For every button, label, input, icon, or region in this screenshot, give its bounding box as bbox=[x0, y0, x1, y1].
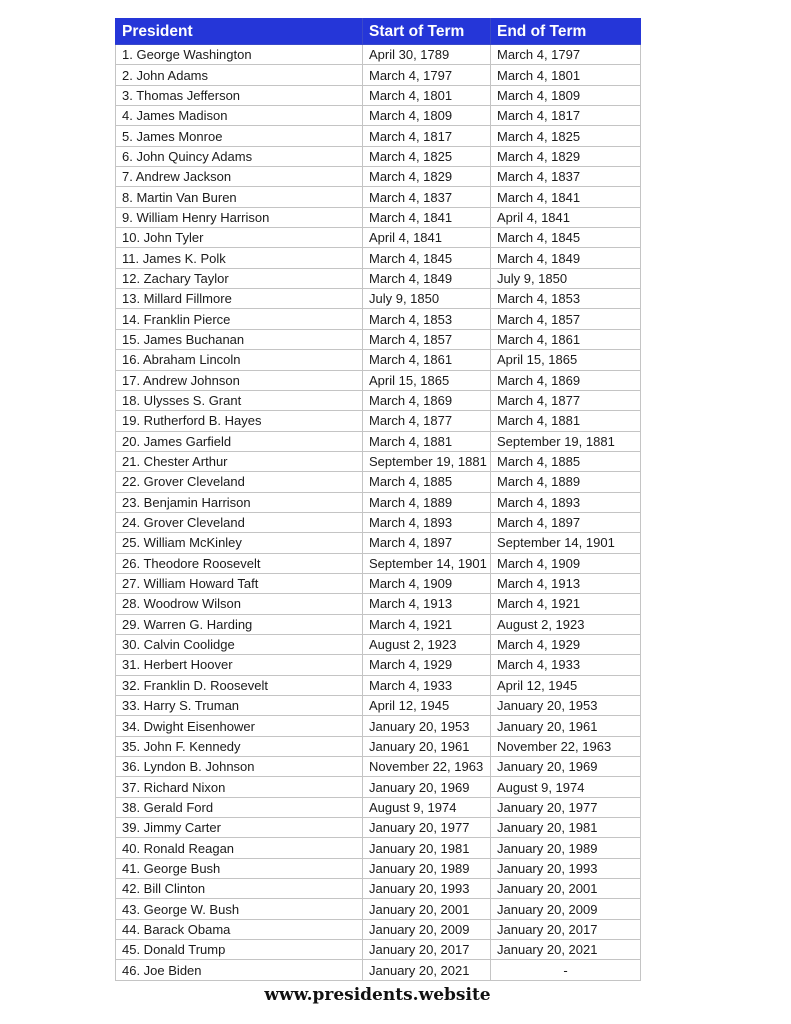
end-of-term-cell: March 4, 1857 bbox=[491, 309, 641, 329]
table-row bbox=[116, 268, 641, 288]
start-of-term-cell: January 20, 1961 bbox=[363, 736, 491, 756]
president-cell: 36. Lyndon B. Johnson bbox=[116, 757, 363, 777]
president-cell: 21. Chester Arthur bbox=[116, 451, 363, 471]
table-row bbox=[116, 573, 641, 593]
table-row bbox=[116, 126, 641, 146]
start-of-term-cell: January 20, 2021 bbox=[363, 960, 491, 980]
end-of-term-cell: March 4, 1933 bbox=[491, 655, 641, 675]
president-cell: 11. James K. Polk bbox=[116, 248, 363, 268]
president-cell: 1. George Washington bbox=[116, 45, 363, 65]
end-of-term-cell: January 20, 1977 bbox=[491, 797, 641, 817]
start-of-term-cell: November 22, 1963 bbox=[363, 757, 491, 777]
end-of-term-cell: March 4, 1877 bbox=[491, 390, 641, 410]
table-row bbox=[116, 960, 641, 980]
president-cell: 12. Zachary Taylor bbox=[116, 268, 363, 288]
president-cell: 23. Benjamin Harrison bbox=[116, 492, 363, 512]
end-of-term-cell: March 4, 1841 bbox=[491, 187, 641, 207]
end-of-term-cell: March 4, 1929 bbox=[491, 634, 641, 654]
end-of-term-cell: January 20, 1981 bbox=[491, 818, 641, 838]
end-of-term-cell: March 4, 1921 bbox=[491, 594, 641, 614]
start-of-term-cell: July 9, 1850 bbox=[363, 289, 491, 309]
end-of-term-cell: March 4, 1801 bbox=[491, 65, 641, 85]
president-cell: 14. Franklin Pierce bbox=[116, 309, 363, 329]
table-row bbox=[116, 492, 641, 512]
end-of-term-cell: January 20, 2017 bbox=[491, 919, 641, 939]
president-cell: 25. William McKinley bbox=[116, 533, 363, 553]
start-of-term-cell: January 20, 1977 bbox=[363, 818, 491, 838]
president-cell: 18. Ulysses S. Grant bbox=[116, 390, 363, 410]
table-row bbox=[116, 390, 641, 410]
president-cell: 35. John F. Kennedy bbox=[116, 736, 363, 756]
table-row bbox=[116, 797, 641, 817]
table-row bbox=[116, 675, 641, 695]
president-cell: 42. Bill Clinton bbox=[116, 879, 363, 899]
start-of-term-cell: March 4, 1881 bbox=[363, 431, 491, 451]
start-of-term-cell: January 20, 2017 bbox=[363, 940, 491, 960]
end-of-term-cell: March 4, 1885 bbox=[491, 451, 641, 471]
end-of-term-cell: March 4, 1837 bbox=[491, 167, 641, 187]
start-of-term-cell: March 4, 1893 bbox=[363, 512, 491, 532]
end-of-term-cell: - bbox=[491, 960, 641, 980]
table-row bbox=[116, 85, 641, 105]
president-cell: 39. Jimmy Carter bbox=[116, 818, 363, 838]
end-of-term-cell: March 4, 1849 bbox=[491, 248, 641, 268]
table-row bbox=[116, 207, 641, 227]
end-of-term-cell: April 12, 1945 bbox=[491, 675, 641, 695]
column-header-president: President bbox=[116, 19, 363, 45]
president-cell: 16. Abraham Lincoln bbox=[116, 350, 363, 370]
president-cell: 9. William Henry Harrison bbox=[116, 207, 363, 227]
start-of-term-cell: March 4, 1849 bbox=[363, 268, 491, 288]
table-row bbox=[116, 838, 641, 858]
table-row bbox=[116, 594, 641, 614]
end-of-term-cell: March 4, 1881 bbox=[491, 411, 641, 431]
end-of-term-cell: November 22, 1963 bbox=[491, 736, 641, 756]
president-cell: 24. Grover Cleveland bbox=[116, 512, 363, 532]
table-header-row bbox=[116, 19, 641, 45]
end-of-term-cell: March 4, 1845 bbox=[491, 228, 641, 248]
start-of-term-cell: January 20, 2001 bbox=[363, 899, 491, 919]
end-of-term-cell: March 4, 1913 bbox=[491, 573, 641, 593]
president-cell: 37. Richard Nixon bbox=[116, 777, 363, 797]
president-cell: 46. Joe Biden bbox=[116, 960, 363, 980]
president-cell: 44. Barack Obama bbox=[116, 919, 363, 939]
table-row bbox=[116, 45, 641, 65]
start-of-term-cell: January 20, 1989 bbox=[363, 858, 491, 878]
president-cell: 17. Andrew Johnson bbox=[116, 370, 363, 390]
table-row bbox=[116, 818, 641, 838]
table-row bbox=[116, 146, 641, 166]
end-of-term-cell: March 4, 1861 bbox=[491, 329, 641, 349]
table-row bbox=[116, 634, 641, 654]
start-of-term-cell: March 4, 1809 bbox=[363, 106, 491, 126]
end-of-term-cell: January 20, 2021 bbox=[491, 940, 641, 960]
end-of-term-cell: January 20, 2001 bbox=[491, 879, 641, 899]
table-row bbox=[116, 736, 641, 756]
end-of-term-cell: September 14, 1901 bbox=[491, 533, 641, 553]
end-of-term-cell: March 4, 1829 bbox=[491, 146, 641, 166]
start-of-term-cell: August 9, 1974 bbox=[363, 797, 491, 817]
start-of-term-cell: April 30, 1789 bbox=[363, 45, 491, 65]
start-of-term-cell: March 4, 1929 bbox=[363, 655, 491, 675]
president-cell: 31. Herbert Hoover bbox=[116, 655, 363, 675]
table-row bbox=[116, 716, 641, 736]
president-cell: 3. Thomas Jefferson bbox=[116, 85, 363, 105]
start-of-term-cell: March 4, 1897 bbox=[363, 533, 491, 553]
president-cell: 40. Ronald Reagan bbox=[116, 838, 363, 858]
start-of-term-cell: April 12, 1945 bbox=[363, 696, 491, 716]
end-of-term-cell: January 20, 2009 bbox=[491, 899, 641, 919]
president-cell: 38. Gerald Ford bbox=[116, 797, 363, 817]
start-of-term-cell: January 20, 1953 bbox=[363, 716, 491, 736]
end-of-term-cell: March 4, 1825 bbox=[491, 126, 641, 146]
start-of-term-cell: March 4, 1801 bbox=[363, 85, 491, 105]
table-row bbox=[116, 451, 641, 471]
table-row bbox=[116, 472, 641, 492]
start-of-term-cell: March 4, 1889 bbox=[363, 492, 491, 512]
column-header-end-of-term: End of Term bbox=[491, 19, 641, 45]
president-cell: 34. Dwight Eisenhower bbox=[116, 716, 363, 736]
end-of-term-cell: January 20, 1969 bbox=[491, 757, 641, 777]
table-row bbox=[116, 431, 641, 451]
table-row bbox=[116, 512, 641, 532]
table-row bbox=[116, 614, 641, 634]
end-of-term-cell: March 4, 1809 bbox=[491, 85, 641, 105]
start-of-term-cell: January 20, 1993 bbox=[363, 879, 491, 899]
president-cell: 19. Rutherford B. Hayes bbox=[116, 411, 363, 431]
president-cell: 8. Martin Van Buren bbox=[116, 187, 363, 207]
president-cell: 28. Woodrow Wilson bbox=[116, 594, 363, 614]
end-of-term-cell: March 4, 1893 bbox=[491, 492, 641, 512]
table-row bbox=[116, 329, 641, 349]
president-cell: 2. John Adams bbox=[116, 65, 363, 85]
table-row bbox=[116, 187, 641, 207]
start-of-term-cell: March 4, 1869 bbox=[363, 390, 491, 410]
start-of-term-cell: March 4, 1921 bbox=[363, 614, 491, 634]
president-cell: 13. Millard Fillmore bbox=[116, 289, 363, 309]
table-row bbox=[116, 899, 641, 919]
start-of-term-cell: March 4, 1861 bbox=[363, 350, 491, 370]
president-cell: 43. George W. Bush bbox=[116, 899, 363, 919]
table-row bbox=[116, 553, 641, 573]
table-row bbox=[116, 65, 641, 85]
president-cell: 32. Franklin D. Roosevelt bbox=[116, 675, 363, 695]
end-of-term-cell: April 4, 1841 bbox=[491, 207, 641, 227]
president-cell: 6. John Quincy Adams bbox=[116, 146, 363, 166]
table-row bbox=[116, 309, 641, 329]
table-row bbox=[116, 879, 641, 899]
table-row bbox=[116, 167, 641, 187]
table-row bbox=[116, 106, 641, 126]
table-row bbox=[116, 350, 641, 370]
table-row bbox=[116, 777, 641, 797]
table-row bbox=[116, 289, 641, 309]
president-cell: 5. James Monroe bbox=[116, 126, 363, 146]
president-cell: 10. John Tyler bbox=[116, 228, 363, 248]
table-row bbox=[116, 757, 641, 777]
president-cell: 45. Donald Trump bbox=[116, 940, 363, 960]
end-of-term-cell: January 20, 1961 bbox=[491, 716, 641, 736]
table-row bbox=[116, 411, 641, 431]
end-of-term-cell: July 9, 1850 bbox=[491, 268, 641, 288]
president-cell: 20. James Garfield bbox=[116, 431, 363, 451]
president-cell: 22. Grover Cleveland bbox=[116, 472, 363, 492]
table-row bbox=[116, 370, 641, 390]
president-cell: 15. James Buchanan bbox=[116, 329, 363, 349]
column-header-start-of-term: Start of Term bbox=[363, 19, 491, 45]
start-of-term-cell: April 4, 1841 bbox=[363, 228, 491, 248]
start-of-term-cell: March 4, 1885 bbox=[363, 472, 491, 492]
start-of-term-cell: March 4, 1933 bbox=[363, 675, 491, 695]
start-of-term-cell: March 4, 1913 bbox=[363, 594, 491, 614]
table-row bbox=[116, 655, 641, 675]
president-cell: 29. Warren G. Harding bbox=[116, 614, 363, 634]
table-row bbox=[116, 940, 641, 960]
start-of-term-cell: March 4, 1841 bbox=[363, 207, 491, 227]
start-of-term-cell: March 4, 1825 bbox=[363, 146, 491, 166]
start-of-term-cell: April 15, 1865 bbox=[363, 370, 491, 390]
end-of-term-cell: March 4, 1817 bbox=[491, 106, 641, 126]
end-of-term-cell: March 4, 1897 bbox=[491, 512, 641, 532]
end-of-term-cell: March 4, 1853 bbox=[491, 289, 641, 309]
start-of-term-cell: March 4, 1817 bbox=[363, 126, 491, 146]
table-row bbox=[116, 919, 641, 939]
end-of-term-cell: September 19, 1881 bbox=[491, 431, 641, 451]
end-of-term-cell: August 9, 1974 bbox=[491, 777, 641, 797]
president-cell: 7. Andrew Jackson bbox=[116, 167, 363, 187]
start-of-term-cell: January 20, 2009 bbox=[363, 919, 491, 939]
president-cell: 41. George Bush bbox=[116, 858, 363, 878]
president-cell: 26. Theodore Roosevelt bbox=[116, 553, 363, 573]
end-of-term-cell: January 20, 1993 bbox=[491, 858, 641, 878]
table-row bbox=[116, 696, 641, 716]
end-of-term-cell: April 15, 1865 bbox=[491, 350, 641, 370]
start-of-term-cell: January 20, 1969 bbox=[363, 777, 491, 797]
start-of-term-cell: March 4, 1797 bbox=[363, 65, 491, 85]
start-of-term-cell: January 20, 1981 bbox=[363, 838, 491, 858]
table-row bbox=[116, 858, 641, 878]
table-row bbox=[116, 248, 641, 268]
start-of-term-cell: March 4, 1877 bbox=[363, 411, 491, 431]
presidents-table bbox=[115, 18, 641, 981]
table-row bbox=[116, 228, 641, 248]
end-of-term-cell: January 20, 1989 bbox=[491, 838, 641, 858]
end-of-term-cell: March 4, 1869 bbox=[491, 370, 641, 390]
start-of-term-cell: March 4, 1857 bbox=[363, 329, 491, 349]
end-of-term-cell: March 4, 1889 bbox=[491, 472, 641, 492]
end-of-term-cell: March 4, 1909 bbox=[491, 553, 641, 573]
start-of-term-cell: March 4, 1909 bbox=[363, 573, 491, 593]
start-of-term-cell: March 4, 1853 bbox=[363, 309, 491, 329]
website-footer: www.presidents.website bbox=[264, 985, 491, 1005]
start-of-term-cell: March 4, 1837 bbox=[363, 187, 491, 207]
start-of-term-cell: August 2, 1923 bbox=[363, 634, 491, 654]
president-cell: 30. Calvin Coolidge bbox=[116, 634, 363, 654]
start-of-term-cell: September 19, 1881 bbox=[363, 451, 491, 471]
table-row bbox=[116, 533, 641, 553]
president-cell: 27. William Howard Taft bbox=[116, 573, 363, 593]
start-of-term-cell: September 14, 1901 bbox=[363, 553, 491, 573]
end-of-term-cell: August 2, 1923 bbox=[491, 614, 641, 634]
president-cell: 33. Harry S. Truman bbox=[116, 696, 363, 716]
end-of-term-cell: March 4, 1797 bbox=[491, 45, 641, 65]
start-of-term-cell: March 4, 1829 bbox=[363, 167, 491, 187]
end-of-term-cell: January 20, 1953 bbox=[491, 696, 641, 716]
president-cell: 4. James Madison bbox=[116, 106, 363, 126]
start-of-term-cell: March 4, 1845 bbox=[363, 248, 491, 268]
